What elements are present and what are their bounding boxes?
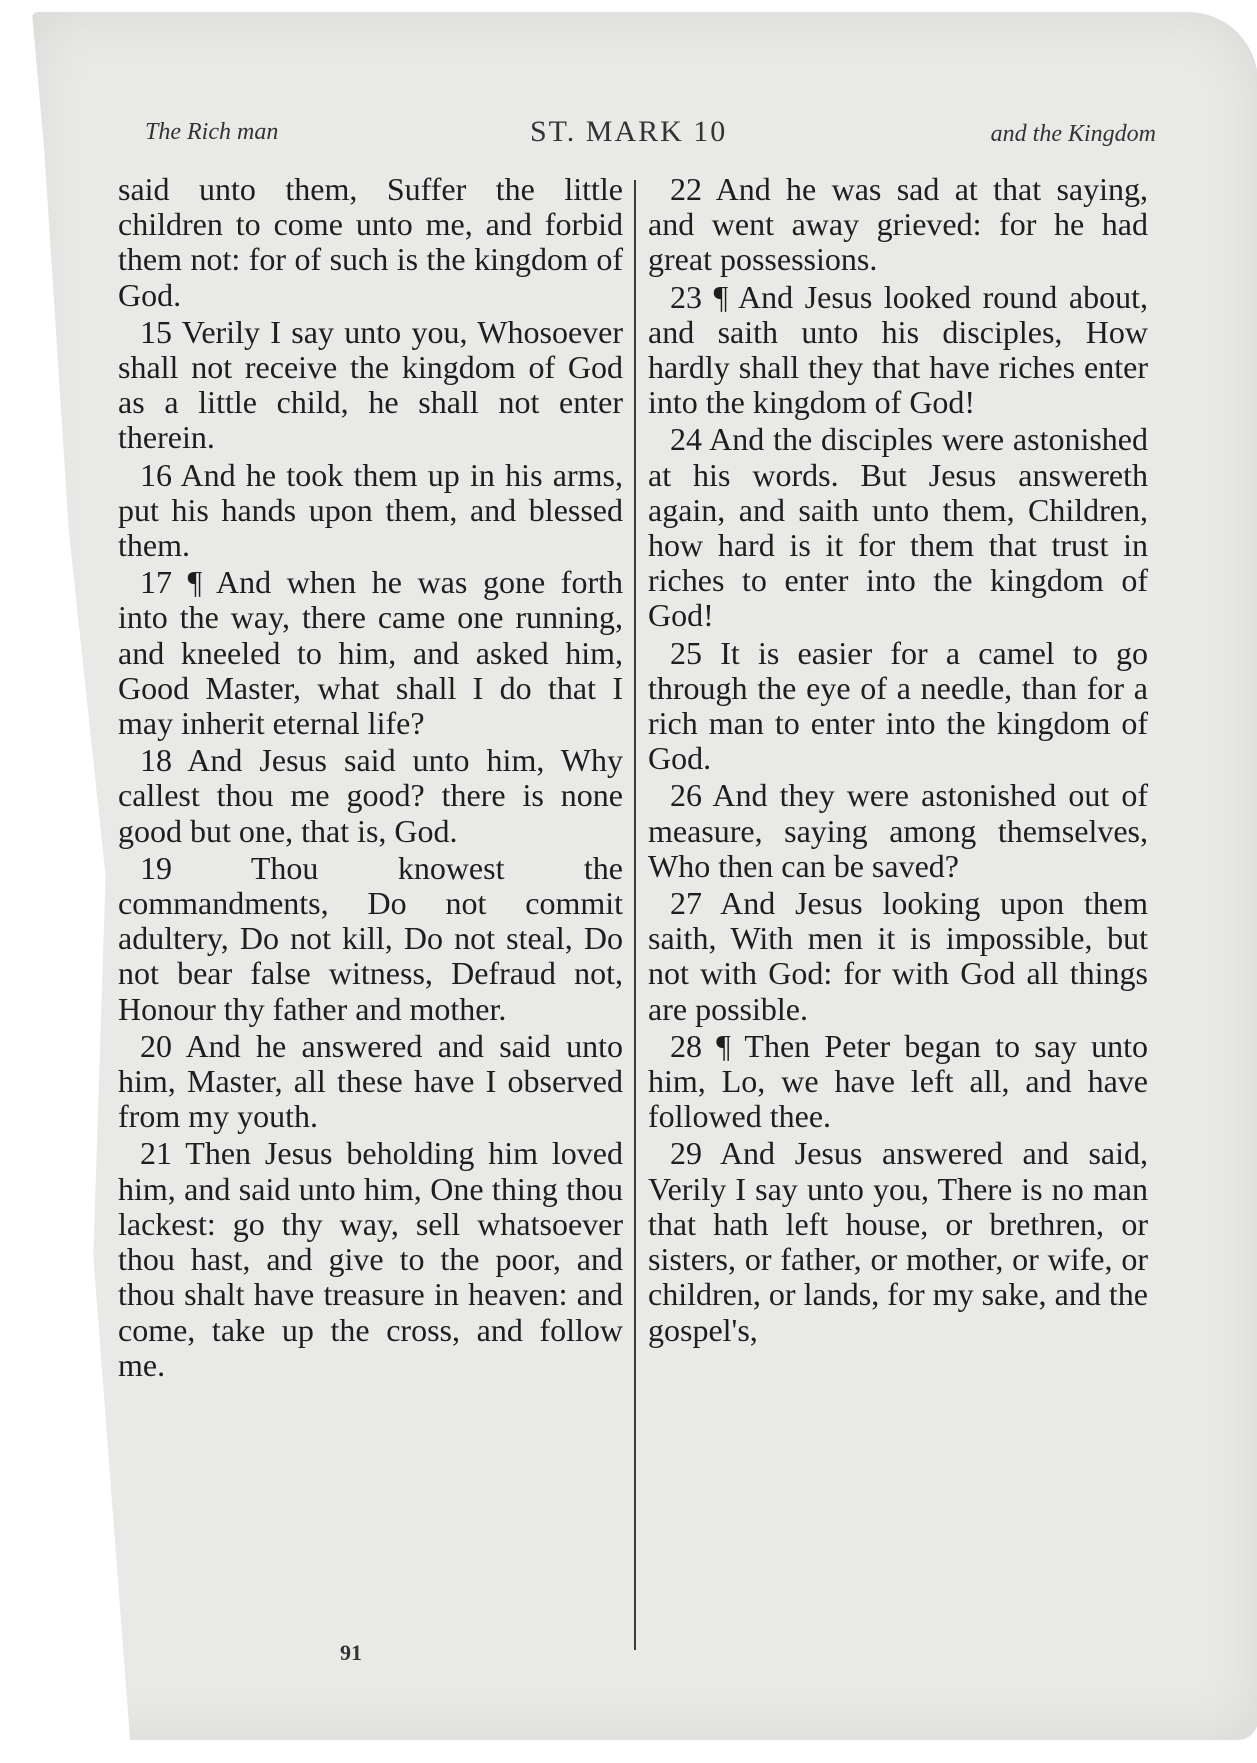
running-head-left: The Rich man <box>145 119 279 145</box>
page-number: 91 <box>340 1640 362 1665</box>
left-column <box>118 172 623 1385</box>
verse-22: 22 And he was sad at that saying, and went away grieved: for he had great possessions. <box>648 171 1148 278</box>
verse-24: 24 And the disciples were astonished at his words. But Jesus answereth again, and saith unto them, Children, how hard is it for them that trust in riches to enter into the kingdom of God! <box>648 421 1148 634</box>
verse-26: 26 And they were astonished out of measure, saying among themselves, Who then can be saved? <box>648 777 1148 884</box>
column-divider <box>634 180 636 1650</box>
running-head-right: and the Kingdom <box>990 121 1156 147</box>
right-column <box>648 172 1148 1350</box>
verse-23: 23 ¶ And Jesus looked round about, and saith unto his disciples, How hardly shall they that have riches enter into the kingdom of God! <box>648 278 1148 421</box>
verse-15: 15 Verily I say unto you, Whosoever shall not receive the kingdom of God as a little child, he shall not enter therein. <box>118 313 623 456</box>
running-head <box>100 115 1156 155</box>
verse-20: 20 And he answered and said unto him, Master, all these have I observed from my youth. <box>118 1027 623 1135</box>
verse-17: 17 ¶ And when he was gone forth into the way, there came one running, and kneeled to him, and asked him, Good Master, what shall I do that I may inherit eternal life? <box>118 564 623 742</box>
verse-18: 18 And Jesus said unto him, Why callest thou me good? there is none good but one, that is, God. <box>118 742 623 849</box>
running-head-title: ST. MARK 10 <box>530 115 728 148</box>
verse-25: 25 It is easier for a camel to go through the eye of a needle, than for a rich man to enter into the kingdom of God. <box>648 634 1148 777</box>
verse-19: 19 Thou knowest the commandments, Do not commit adultery, Do not kill, Do not steal, Do not bear false witness, Defraud not, Honour thy father and mother. <box>118 849 623 1027</box>
verse-16: 16 And he took them up in his arms, put his hands upon them, and blessed them. <box>118 456 623 564</box>
verse-continuation: said unto them, Suffer the little children to come unto me, and forbid them not: for of such is the kingdom of God. <box>118 171 623 313</box>
verse-28: 28 ¶ Then Peter began to say unto him, Lo, we have left all, and have followed thee. <box>648 1027 1148 1135</box>
verse-21: 21 Then Jesus beholding him loved him, and said unto him, One thing thou lackest: go thy way, sell whatsoever thou hast, and give to the poor, and thou shalt have treasure in heaven: and come, take up the cross, and follow me. <box>118 1135 623 1383</box>
verse-29: 29 And Jesus answered and said, Verily I say unto you, There is no man that hath left house, or brethren, or sisters, or father, or mother, or wife, or children, or lands, for my sake, and the gospel's, <box>648 1135 1148 1348</box>
verse-27: 27 And Jesus looking upon them saith, With men it is impossible, but not with God: for with God all things are possible. <box>648 885 1148 1027</box>
